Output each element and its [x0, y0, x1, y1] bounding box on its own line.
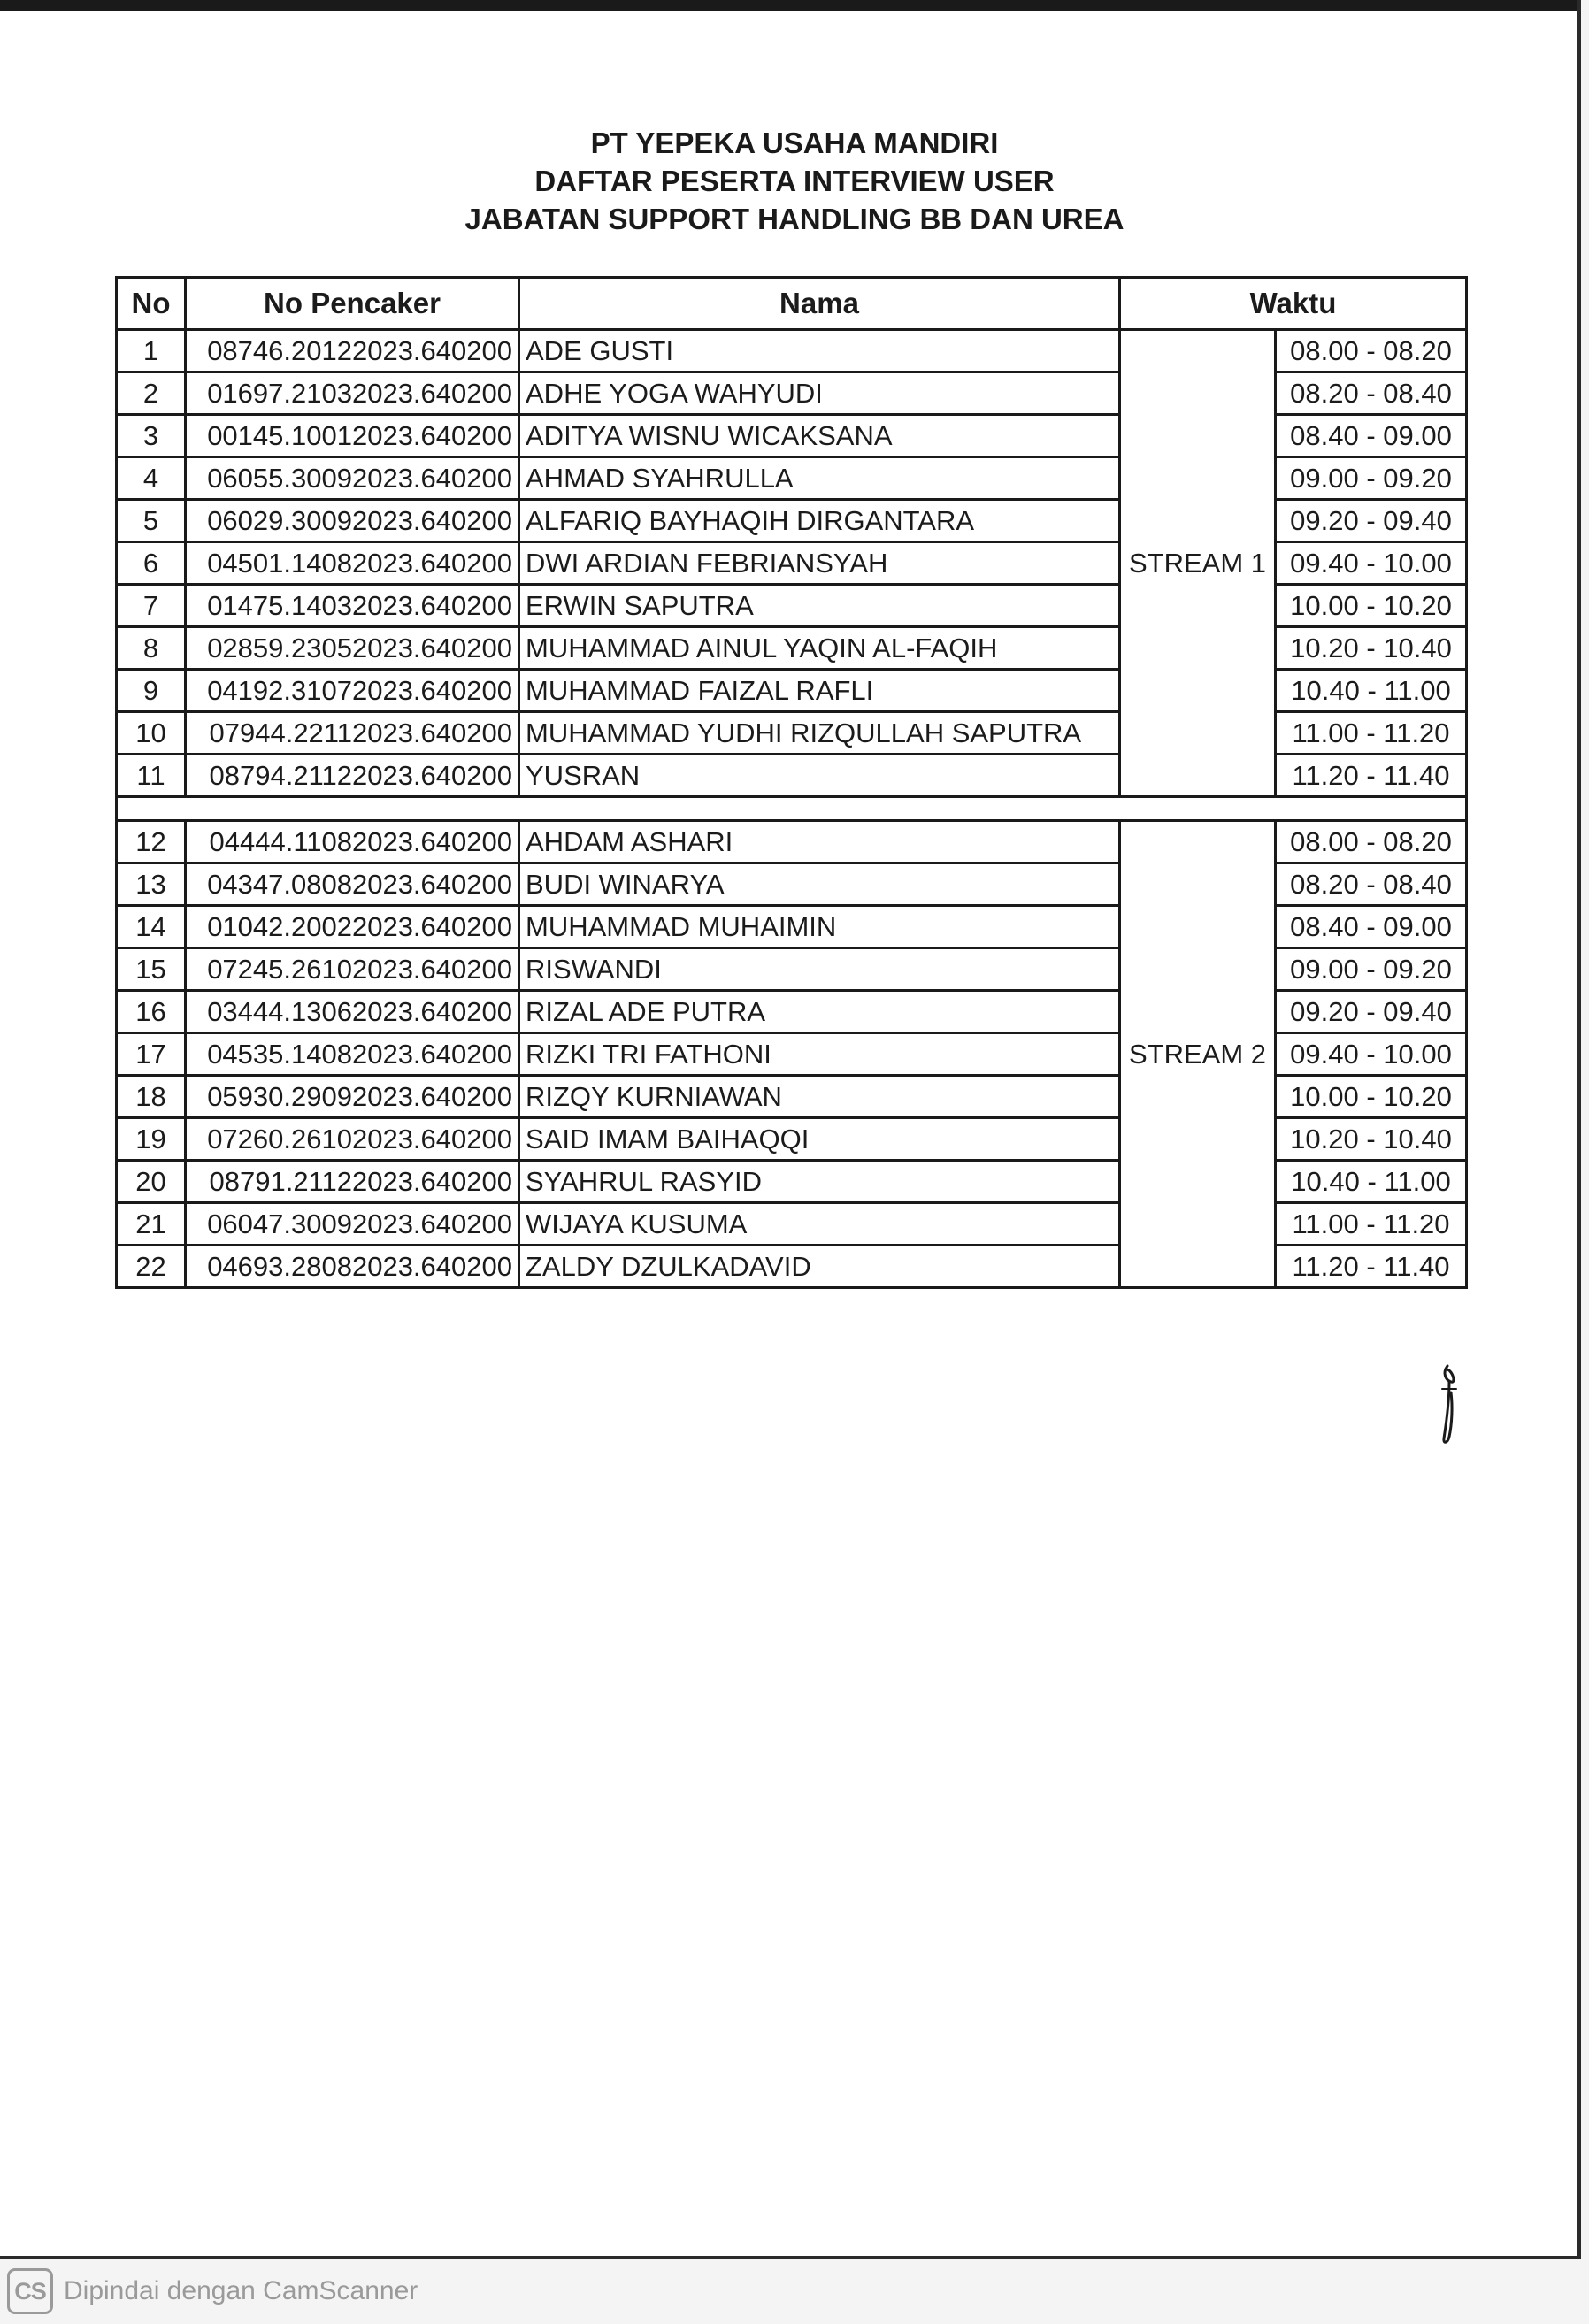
cell-nama: ERWIN SAPUTRA — [519, 585, 1120, 627]
cell-waktu: 10.00 - 10.20 — [1276, 585, 1467, 627]
table-row — [117, 821, 1467, 863]
cell-nama: YUSRAN — [519, 755, 1120, 797]
cell-no-pencaker: 02859.23052023.640200 — [186, 627, 519, 670]
document-title: DAFTAR PESERTA INTERVIEW USER — [534, 165, 1055, 197]
column-header-no: No — [117, 278, 186, 330]
cell-waktu: 11.00 - 11.20 — [1276, 1203, 1467, 1246]
cell-no: 17 — [117, 1033, 186, 1076]
cell-waktu: 10.20 - 10.40 — [1276, 627, 1467, 670]
cell-no-pencaker: 01042.20022023.640200 — [186, 906, 519, 948]
cell-waktu: 09.00 - 09.20 — [1276, 457, 1467, 500]
cell-nama: RIZQY KURNIAWAN — [519, 1076, 1120, 1118]
group-separator-row — [117, 797, 1467, 821]
cell-waktu: 09.40 - 10.00 — [1276, 542, 1467, 585]
cell-no-pencaker: 07944.22112023.640200 — [186, 712, 519, 755]
cell-no: 12 — [117, 821, 186, 863]
column-header-waktu: Waktu — [1120, 278, 1467, 330]
table-body — [117, 330, 1467, 1288]
cell-no-pencaker: 06055.30092023.640200 — [186, 457, 519, 500]
cell-no-pencaker: 04444.11082023.640200 — [186, 821, 519, 863]
cell-nama: MUHAMMAD YUDHI RIZQULLAH SAPUTRA — [519, 712, 1120, 755]
cell-nama: ADHE YOGA WAHYUDI — [519, 372, 1120, 415]
participant-table — [115, 276, 1468, 1289]
cell-stream: STREAM 2 — [1120, 821, 1276, 1288]
cell-no: 8 — [117, 627, 186, 670]
cell-nama: AHDAM ASHARI — [519, 821, 1120, 863]
cell-waktu: 09.40 - 10.00 — [1276, 1033, 1467, 1076]
cell-waktu: 08.40 - 09.00 — [1276, 906, 1467, 948]
cell-no-pencaker: 08794.21122023.640200 — [186, 755, 519, 797]
cell-no: 6 — [117, 542, 186, 585]
cell-nama: MUHAMMAD MUHAIMIN — [519, 906, 1120, 948]
cell-no-pencaker: 06047.30092023.640200 — [186, 1203, 519, 1246]
cell-no-pencaker: 04192.31072023.640200 — [186, 670, 519, 712]
cell-waktu: 10.40 - 11.00 — [1276, 670, 1467, 712]
cell-no: 5 — [117, 500, 186, 542]
cell-no: 14 — [117, 906, 186, 948]
cell-no-pencaker: 04347.08082023.640200 — [186, 863, 519, 906]
position-title: JABATAN SUPPORT HANDLING BB DAN UREA — [464, 203, 1125, 235]
cell-no-pencaker: 04693.28082023.640200 — [186, 1246, 519, 1288]
cell-waktu: 08.00 - 08.20 — [1276, 330, 1467, 372]
cell-nama: RIZAL ADE PUTRA — [519, 991, 1120, 1033]
scanner-caption: Dipindai dengan CamScanner — [64, 2276, 418, 2305]
cell-no: 9 — [117, 670, 186, 712]
cell-waktu: 08.00 - 08.20 — [1276, 821, 1467, 863]
table-header-row — [117, 278, 1467, 330]
cell-waktu: 10.00 - 10.20 — [1276, 1076, 1467, 1118]
cell-nama: AHMAD SYAHRULLA — [519, 457, 1120, 500]
cell-nama: ADITYA WISNU WICAKSANA — [519, 415, 1120, 457]
cell-nama: BUDI WINARYA — [519, 863, 1120, 906]
cell-waktu: 08.20 - 08.40 — [1276, 372, 1467, 415]
cell-nama: ALFARIQ BAYHAQIH DIRGANTARA — [519, 500, 1120, 542]
cell-nama: ADE GUSTI — [519, 330, 1120, 372]
cell-no: 11 — [117, 755, 186, 797]
cell-no: 4 — [117, 457, 186, 500]
cell-no: 2 — [117, 372, 186, 415]
cell-no-pencaker: 05930.29092023.640200 — [186, 1076, 519, 1118]
cell-nama: ZALDY DZULKADAVID — [519, 1246, 1120, 1288]
cell-no: 18 — [117, 1076, 186, 1118]
cell-no-pencaker: 04535.14082023.640200 — [186, 1033, 519, 1076]
page-edge-bottom — [0, 2256, 1581, 2259]
cell-no-pencaker: 07245.26102023.640200 — [186, 948, 519, 991]
cell-stream: STREAM 1 — [1120, 330, 1276, 797]
cell-no-pencaker: 00145.10012023.640200 — [186, 415, 519, 457]
cell-no: 10 — [117, 712, 186, 755]
cell-waktu: 11.20 - 11.40 — [1276, 755, 1467, 797]
cell-waktu: 09.00 - 09.20 — [1276, 948, 1467, 991]
document-header — [0, 124, 1589, 238]
cell-waktu: 08.20 - 08.40 — [1276, 863, 1467, 906]
cell-nama: RISWANDI — [519, 948, 1120, 991]
cell-waktu: 09.20 - 09.40 — [1276, 991, 1467, 1033]
company-name: PT YEPEKA USAHA MANDIRI — [590, 127, 999, 159]
cell-waktu: 10.40 - 11.00 — [1276, 1161, 1467, 1203]
cell-no-pencaker: 06029.30092023.640200 — [186, 500, 519, 542]
column-header-no-pencaker: No Pencaker — [186, 278, 519, 330]
cell-no: 3 — [117, 415, 186, 457]
cell-no: 22 — [117, 1246, 186, 1288]
cell-waktu: 10.20 - 10.40 — [1276, 1118, 1467, 1161]
cell-nama: MUHAMMAD AINUL YAQIN AL-FAQIH — [519, 627, 1120, 670]
cell-nama: SAID IMAM BAIHAQQI — [519, 1118, 1120, 1161]
cell-no-pencaker: 04501.14082023.640200 — [186, 542, 519, 585]
cell-waktu: 09.20 - 09.40 — [1276, 500, 1467, 542]
cell-no: 13 — [117, 863, 186, 906]
cell-nama: SYAHRUL RASYID — [519, 1161, 1120, 1203]
cell-waktu: 08.40 - 09.00 — [1276, 415, 1467, 457]
camscanner-logo-icon: CS — [7, 2268, 53, 2314]
cell-no: 19 — [117, 1118, 186, 1161]
cell-no-pencaker: 01475.14032023.640200 — [186, 585, 519, 627]
cell-no-pencaker: 08746.20122023.640200 — [186, 330, 519, 372]
scanner-watermark — [0, 2265, 531, 2318]
cell-nama: MUHAMMAD FAIZAL RAFLI — [519, 670, 1120, 712]
page-edge-right — [1577, 0, 1581, 2258]
signature-initial — [1426, 1362, 1470, 1451]
cell-no: 1 — [117, 330, 186, 372]
cell-no-pencaker: 01697.21032023.640200 — [186, 372, 519, 415]
cell-no-pencaker: 07260.26102023.640200 — [186, 1118, 519, 1161]
cell-no: 20 — [117, 1161, 186, 1203]
cell-no-pencaker: 03444.13062023.640200 — [186, 991, 519, 1033]
table-row — [117, 330, 1467, 372]
cell-no: 7 — [117, 585, 186, 627]
cell-waktu: 11.20 - 11.40 — [1276, 1246, 1467, 1288]
cell-nama: DWI ARDIAN FEBRIANSYAH — [519, 542, 1120, 585]
cell-nama: RIZKI TRI FATHONI — [519, 1033, 1120, 1076]
cell-no-pencaker: 08791.21122023.640200 — [186, 1161, 519, 1203]
cell-no: 15 — [117, 948, 186, 991]
column-header-nama: Nama — [519, 278, 1120, 330]
cell-nama: WIJAYA KUSUMA — [519, 1203, 1120, 1246]
cell-waktu: 11.00 - 11.20 — [1276, 712, 1467, 755]
group-separator-cell — [117, 797, 1467, 821]
cell-no: 21 — [117, 1203, 186, 1246]
cell-no: 16 — [117, 991, 186, 1033]
